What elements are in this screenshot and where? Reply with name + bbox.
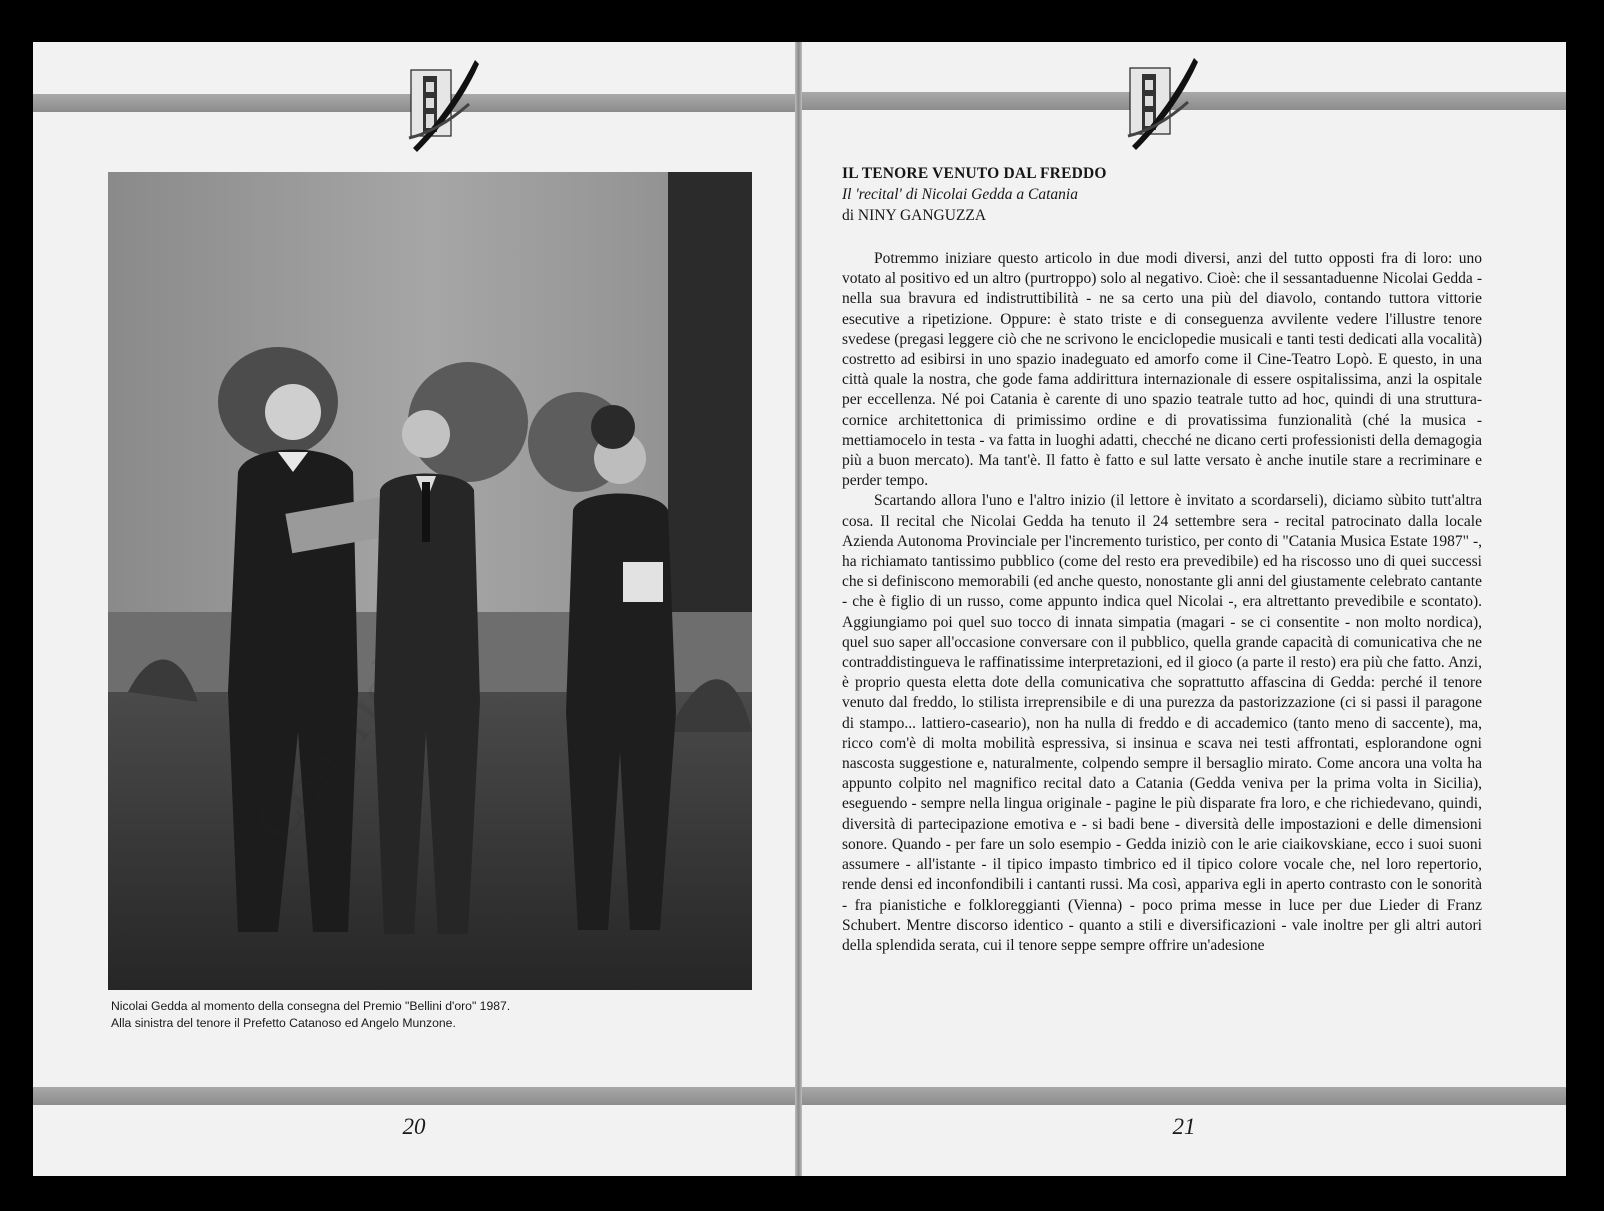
right-page — [802, 42, 1566, 1176]
tower-quill-logo-icon — [405, 56, 481, 152]
tower-quill-logo-icon — [1124, 54, 1200, 150]
article — [842, 164, 1482, 956]
photo-caption — [111, 998, 761, 1032]
page-number-right: 21 — [1172, 1114, 1196, 1139]
article-paragraph-1: Potremmo iniziare questo articolo in due modi diversi, anzi del tutto opposti fra di loro: uno votato al positivo ed un altro (purtroppo) solo al negativo. Cioè: che il sessantaduenne Nicolai Gedda - nella sua bravura ed indistruttibilità - ne sa certo una più del diavolo, contando tuttora vittorie esecutive a ripetizione. Oppure: è stato triste e di conseguenza avvilente vedere l'illustre tenore svedese (pregasi leggere ciò che ne scrivono le enciclopedie musicali e tanti testi dedicati alla vocalità) costretto ad esibirsi in uno spazio inadeguato ed amorfo come il Cine-Teatro Lopò. E questo, in una città quale la nostra, che gode fama addirittura internazionale di essere ospitalissima, anzi la ospitale per eccellenza. Né poi Catania è carente di uno spazio teatrale tutto ad hoc, quindi di una struttura-cornice architettonica di primissimo ordine e di provatissima funzionalità (ché la musica - mettiamocelo in testa - va fatta in luoghi adatti, checché ne dicano certi professionisti della demagogia più a buon mercato). Ma tant'è. Il fatto è fatto e sul latte versato è anche inutile stare a recriminare e perder tempo. — [842, 250, 1482, 490]
article-body — [842, 249, 1482, 956]
page-number-left: 20 — [402, 1114, 426, 1139]
article-title: IL TENORE VENUTO DAL FREDDO — [842, 165, 1107, 182]
award-photo — [108, 172, 752, 990]
left-page — [33, 42, 795, 1176]
bottom-band — [802, 1087, 1566, 1105]
article-byline: di NINY GANGUZZA — [842, 207, 987, 224]
article-subtitle: Il 'recital' di Nicolai Gedda a Catania — [842, 186, 1078, 203]
bottom-band — [33, 1087, 795, 1105]
caption-line-2: Alla sinistra del tenore il Prefetto Catanoso ed Angelo Munzone. — [111, 1016, 456, 1030]
article-paragraph-2: Scartando allora l'uno e l'altro inizio (il lettore è invitato a scordarseli), diciamo sùbito tutt'altra cosa. Il recital che Nicolai Gedda ha tenuto il 24 settembre sera - recital patrocinato dalla locale Azienda Autonoma Provinciale per l'incremento turistico, per conto di "Catania Musica Estate 1987" -, ha richiamato tantissimo pubblico (come del resto era prevedibile) ed ha riscosso uno di quei successi che si definiscono memorabili (ed anche questo, nonostante gli anni del giustamente celebrato cantante - che è figlio di un russo, come appunto indica quel Nicolai -, era altrettanto prevedibile e scontato). Aggiungiamo poi quel suo tocco di innata simpatia (magari - se ci consentite - non molto nordica), quel suo saper all'occasione conversare con il pubblico, quella grande capacità di comunicativa che ne contraddistingueva le raffinatissime interpretazioni, ed il gioco (a parte il resto) era più che fatto. Anzi, è proprio questa eletta dote della comunicativa che soprattutto affascina di Gedda: perché il tenore venuto dal freddo, lo stilista irreprensibile e di una purezza da pastorizzazione (ci si passi il paragone di stampo... lattiero-caseario), non ha nulla di freddo e di accademico (tanto meno di saccente), ma, ricco com'è di molta mobilità espressiva, si insinua e scava nei testi affrontati, esplorandone ogni nascosta suggestione e, naturalmente, colpendo sempre il bersaglio mirato. Come ancora una volta ha appunto colpito nel magnifico recital dato a Catania (Gedda veniva per la prima volta in Sicilia), eseguendo - sempre nella lingua originale - pagine le più disparate fra loro, e che richiedevano, quindi, diversità di partecipazione emotiva e - si badi bene - diversità delle impostazioni e delle dimensioni sonore. Quando - per fare un solo esempio - Gedda iniziò con le arie ciaikovskiane, ecco i suoi suoni assumere - all'istante - il tipico impasto timbrico ed il tipico colore vocale che, nel loro repertorio, rende densi ed inconfondibili i cantanti russi. Ma così, appariva egli in aperto contrasto con le sonorità - fra pianistiche e folkloreggianti (Vienna) - poco prima messe in luce per due Lieder di Franz Schubert. Mentre discorso identico - quanto a stili e diversificazioni - vale inoltre per gli altri autori della splendida serata, cui il tenore seppe sempre offrire un'adesione — [842, 492, 1482, 954]
spine-gutter — [795, 42, 802, 1176]
caption-line-1: Nicolai Gedda al momento della consegna del Premio "Bellini d'oro" 1987. — [111, 999, 511, 1013]
